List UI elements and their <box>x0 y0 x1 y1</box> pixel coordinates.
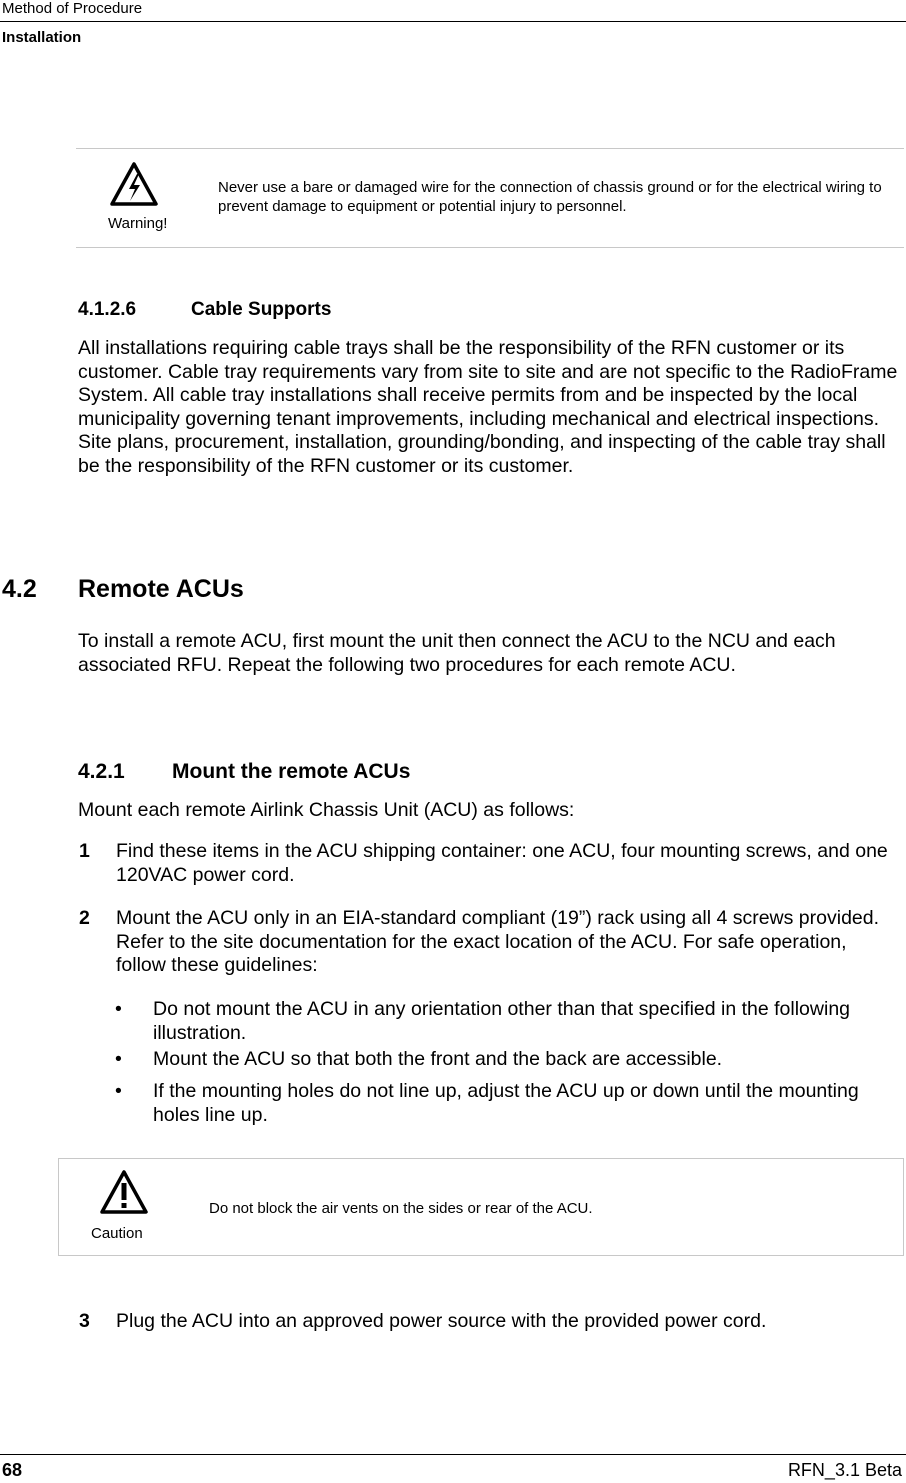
section-heading-4-1-2-6 <box>78 299 331 321</box>
bullet-text: Mount the ACU so that both the front and the back are accessible. <box>153 1048 723 1070</box>
bullet-marker: • <box>115 1048 122 1070</box>
warning-label: Warning! <box>108 215 168 232</box>
section-title-text: Remote ACUs <box>78 575 244 603</box>
warning-notice <box>76 148 904 248</box>
bullet-marker: • <box>115 998 122 1020</box>
remote-acus-paragraph: To install a remote ACU, first mount the unit then connect the ACU to the NCU and each associated RFU. Repeat the following two procedures for each remote ACU. <box>78 630 836 676</box>
caution-notice <box>58 1158 904 1256</box>
electric-shock-warning-icon <box>110 161 158 207</box>
page-number: 68 <box>2 1460 23 1480</box>
bullet-text: Do not mount the ACU in any orientation other than that specified in the following illustration. <box>153 998 851 1044</box>
step-text: Mount the ACU only in an EIA-standard compliant (19”) rack using all 4 screws provided. Refer to the site documentation for the exact location of the ACU. For safe operation, follow these guidelines: <box>116 907 880 976</box>
step-number: 2 <box>79 907 90 929</box>
section-title: Installation <box>2 29 82 46</box>
section-title-text: Mount the remote ACUs <box>172 760 411 783</box>
section-heading-4-2-1 <box>78 760 410 784</box>
document-title: Method of Procedure <box>2 0 143 17</box>
bullet-text: If the mounting holes do not line up, adjust the ACU up or down until the mounting holes line up. <box>153 1080 859 1126</box>
footer-rule <box>0 1454 906 1455</box>
warning-text: Never use a bare or damaged wire for the connection of chassis ground or for the electrical wiring to prevent damage to equipment or potential injury to personnel. <box>218 179 882 215</box>
caution-label: Caution <box>91 1225 143 1242</box>
section-number: 4.1.2.6 <box>78 299 137 320</box>
cable-supports-paragraph: All installations requiring cable trays shall be the responsibility of the RFN customer or its customer. Cable tray requirements vary from site to site and are not specific to the RadioFrame System. All cable tray installations shall receive permits from and be inspected by the local municipality governing tenant improvements, including mechanical and electrical inspections. Site plans, procurement, installation, grounding/bonding, and inspecting of the cable tray shall be the responsibility of the RFN customer or its customer. <box>78 337 898 477</box>
step-number: 3 <box>79 1310 90 1332</box>
caution-exclamation-icon <box>99 1169 149 1215</box>
header-rule <box>0 21 906 22</box>
step-text: Find these items in the ACU shipping container: one ACU, four mounting screws, and one 120VAC power cord. <box>116 840 888 886</box>
step-number: 1 <box>79 840 90 862</box>
section-heading-4-2 <box>2 575 244 604</box>
caution-text: Do not block the air vents on the sides or rear of the ACU. <box>209 1200 593 1217</box>
section-number: 4.2 <box>2 575 37 603</box>
mount-intro: Mount each remote Airlink Chassis Unit (ACU) as follows: <box>78 799 575 821</box>
section-number: 4.2.1 <box>78 760 125 783</box>
step-text: Plug the ACU into an approved power source with the provided power cord. <box>116 1310 767 1332</box>
document-version: RFN_3.1 Beta <box>787 1460 902 1480</box>
bullet-marker: • <box>115 1080 122 1102</box>
section-title-text: Cable Supports <box>191 299 332 320</box>
